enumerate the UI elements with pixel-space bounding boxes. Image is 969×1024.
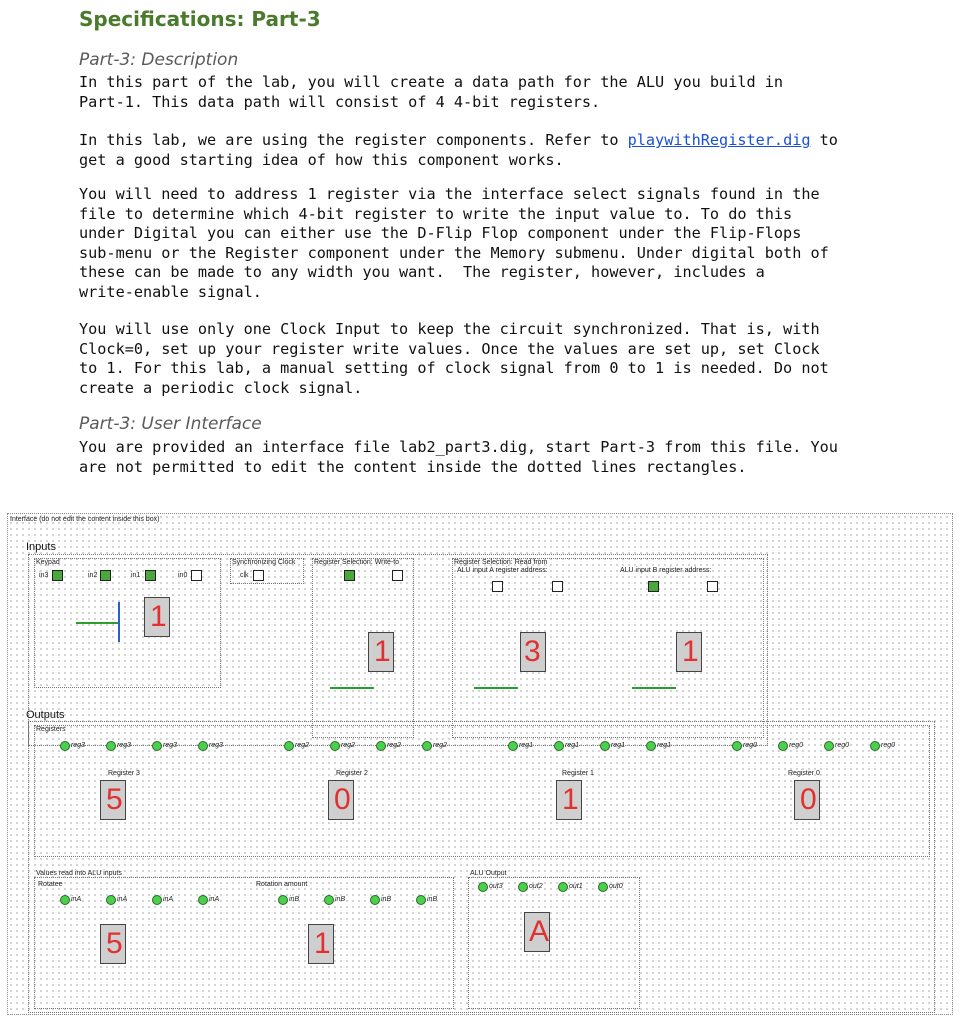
alu-input-led-label: inA	[117, 896, 128, 903]
write-box	[312, 558, 414, 738]
clock-label: Synchronizing Clock	[232, 559, 296, 566]
rotation-digit: 1	[314, 927, 331, 960]
circuit-diagram	[7, 513, 953, 1015]
keypad-input-in0: in0	[178, 572, 188, 579]
keypad-in3-toggle[interactable]	[52, 570, 63, 581]
write-digit: 1	[374, 635, 391, 668]
alu-b-label: ALU input B register address:	[620, 567, 712, 574]
alu-input-led	[106, 895, 116, 905]
register-3-digit: 5	[106, 783, 123, 816]
keypad-input-in3: in3	[39, 572, 49, 579]
clock-toggle[interactable]	[253, 570, 264, 581]
register-2-digit: 0	[334, 783, 351, 816]
register-0-label: Register 0	[788, 770, 820, 777]
write-label: Register Selection: Write-to	[314, 559, 400, 566]
register-output-led	[198, 741, 208, 751]
read-label: Register Selection: Read from	[454, 559, 548, 566]
keypad-in0-toggle[interactable]	[191, 570, 202, 581]
register-output-led	[422, 741, 432, 751]
register-output-led-label: reg0	[789, 742, 804, 749]
description-heading: Part-3: Description	[79, 50, 239, 70]
alu-input-led	[370, 895, 380, 905]
register-3-label: Register 3	[108, 770, 140, 777]
register-output-led	[870, 741, 880, 751]
paragraph-2	[79, 131, 959, 170]
read-a-sel0-toggle[interactable]	[552, 581, 563, 592]
register-output-led	[60, 741, 70, 751]
register-output-led-label: reg3	[163, 742, 178, 749]
register-output-led-label: reg2	[433, 742, 448, 749]
alu-input-led-label: inB	[381, 896, 392, 903]
read-a-wire	[474, 687, 518, 689]
register-1-digit: 1	[562, 783, 579, 816]
alu-output-led-label: out1	[569, 883, 583, 890]
register-output-led-label: reg1	[657, 742, 672, 749]
frame-label: Interface (do not edit the content inside this box)	[10, 516, 160, 523]
alu-output-led	[598, 882, 608, 892]
register-output-led-label: reg3	[209, 742, 224, 749]
register-output-led-label: reg0	[881, 742, 896, 749]
alu-input-led	[416, 895, 426, 905]
alu-input-led	[324, 895, 334, 905]
alu-input-led-label: inA	[209, 896, 220, 903]
paragraph-2-text-b: to get a good starting idea of how this component works.	[79, 131, 838, 169]
alu-a-label: ALU input A register address:	[457, 567, 548, 574]
alu-output-box	[468, 877, 640, 1009]
inputs-label: Inputs	[26, 541, 56, 553]
register-output-led-label: reg3	[117, 742, 132, 749]
register-output-led	[600, 741, 610, 751]
keypad-label: Keypad	[36, 559, 60, 566]
register-output-led-label: reg2	[387, 742, 402, 749]
user-interface-heading: Part-3: User Interface	[79, 414, 262, 434]
read-b-digit: 1	[682, 635, 699, 668]
register-output-led	[152, 741, 162, 751]
keypad-input-in2: in2	[88, 572, 98, 579]
keypad-in1-toggle[interactable]	[145, 570, 156, 581]
write-sel0-toggle[interactable]	[392, 570, 403, 581]
clock-input-label: clk	[240, 572, 249, 579]
register-1-label: Register 1	[562, 770, 594, 777]
read-a-sel1-toggle[interactable]	[492, 581, 503, 592]
rotation-label: Rotation amount	[256, 881, 308, 888]
alu-input-led-label: inA	[163, 896, 174, 903]
write-wire	[330, 687, 374, 689]
alu-output-label: ALU Output	[470, 870, 507, 877]
register-output-led	[554, 741, 564, 751]
alu-input-led-label: inB	[289, 896, 300, 903]
read-b-wire	[632, 687, 676, 689]
rotatee-label: Rotatee	[38, 881, 63, 888]
alu-output-led	[518, 882, 528, 892]
keypad-in2-toggle[interactable]	[100, 570, 111, 581]
values-label: Values read into ALU inputs	[36, 870, 122, 877]
register-output-led	[778, 741, 788, 751]
paragraph-3: You will need to address 1 register via the interface select signals found in the file to determine which 4-bit register to write the input value to. To do this under Digital you can either use the D-Flip Flop component under the Flip-Flops sub-menu or the Register component under the Memory submenu. Under digital both of these can be made to any width you want. The register, however, includes a write-enable signal.	[79, 185, 829, 301]
register-output-led	[646, 741, 656, 751]
write-sel1-toggle[interactable]	[344, 570, 355, 581]
page-title: Specifications: Part-3	[79, 7, 321, 31]
register-output-led	[732, 741, 742, 751]
alu-input-led	[198, 895, 208, 905]
register-output-led	[376, 741, 386, 751]
alu-output-led-label: out3	[489, 883, 503, 890]
register-0-digit: 0	[800, 783, 817, 816]
keypad-digit: 1	[150, 600, 167, 633]
register-output-led-label: reg3	[71, 742, 86, 749]
alu-output-led-label: out2	[529, 883, 543, 890]
paragraph-1: In this part of the lab, you will create a data path for the ALU you build in Part-1. This data path will consist of 4 4-bit registers.	[79, 73, 784, 111]
paragraph-2-text-a: In this lab, we are using the register components. Refer to	[79, 131, 628, 149]
alu-input-led	[60, 895, 70, 905]
alu-input-led	[152, 895, 162, 905]
register-output-led-label: reg2	[295, 742, 310, 749]
register-output-led-label: reg1	[611, 742, 626, 749]
read-b-sel0-toggle[interactable]	[707, 581, 718, 592]
playwithregister-link[interactable]: playwithRegister.dig	[627, 131, 811, 149]
alu-input-led	[278, 895, 288, 905]
paragraph-5: You are provided an interface file lab2_part3.dig, start Part-3 from this file. You are not permitted to edit the content inside the dotted lines rectangles.	[79, 438, 838, 476]
register-output-led	[508, 741, 518, 751]
rotatee-digit: 5	[106, 927, 123, 960]
register-output-led-label: reg1	[519, 742, 534, 749]
alu-input-led-label: inB	[335, 896, 346, 903]
register-output-led	[330, 741, 340, 751]
register-output-led-label: reg0	[743, 742, 758, 749]
alu-input-led-label: inA	[71, 896, 82, 903]
alu-output-led	[558, 882, 568, 892]
alu-output-digit: A	[529, 915, 550, 948]
read-b-sel1-toggle[interactable]	[648, 581, 659, 592]
register-2-label: Register 2	[336, 770, 368, 777]
registers-label: Registers	[36, 726, 66, 733]
register-output-led-label: reg0	[835, 742, 850, 749]
alu-input-led-label: inB	[427, 896, 438, 903]
register-output-led	[284, 741, 294, 751]
keypad-wire	[76, 622, 120, 624]
register-output-led-label: reg1	[565, 742, 580, 749]
keypad-wire-b	[118, 602, 120, 642]
register-output-led	[106, 741, 116, 751]
read-a-digit: 3	[524, 635, 541, 668]
register-output-led-label: reg2	[341, 742, 356, 749]
paragraph-4: You will use only one Clock Input to keep the circuit synchronized. That is, with Clock=0, set up your register write values. Once the values are set up, set Clock to 1. For this lab, a manual setting of clock signal from 0 to 1 is needed. Do not create a periodic clock signal.	[79, 320, 829, 397]
keypad-input-in1: in1	[131, 572, 141, 579]
alu-output-led	[478, 882, 488, 892]
alu-output-led-label: out0	[609, 883, 623, 890]
register-output-led	[824, 741, 834, 751]
outputs-label: Outputs	[26, 709, 65, 721]
